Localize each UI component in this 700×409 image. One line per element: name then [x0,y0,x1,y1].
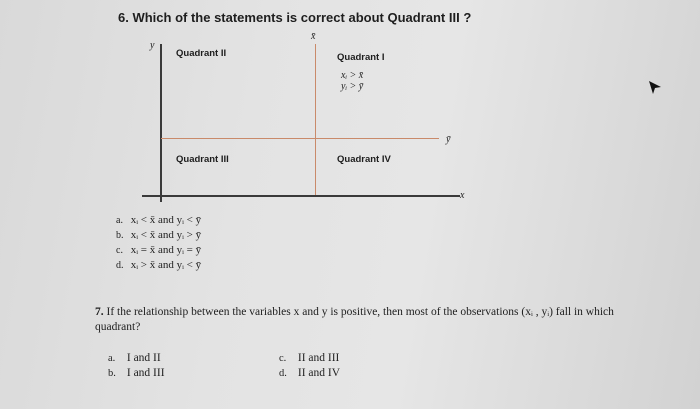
option-letter: b. [116,230,124,241]
option-text: II and IV [297,367,341,379]
option-text: xᵢ < x̄ and yᵢ < ȳ [130,214,202,226]
cursor-icon [648,80,662,96]
option-text: I and II [126,352,161,364]
option-letter: a. [116,215,123,226]
x-axis-label: x [460,190,465,201]
x-mean-label: x̄ [311,31,316,42]
question-6-emphasis: Quadrant III [387,10,460,25]
option-text: II and III [297,352,340,364]
quadrant-ii-label: Quadrant II [176,48,227,59]
option-text: xᵢ > x̄ and yᵢ < ȳ [130,259,202,271]
y-mean-line [161,138,439,139]
question-7-number: 7. [95,306,104,318]
question-6-heading [118,10,471,25]
option-letter: d. [279,368,287,379]
question-6-end: ? [459,10,472,25]
quadrant-i-condition-y: yᵢ > ȳ [341,81,364,92]
option-text: xᵢ < x̄ and yᵢ > ȳ [130,229,202,241]
y-axis-label: y [150,40,155,51]
q7-option-b[interactable] [108,367,165,379]
option-letter: d. [116,260,124,271]
q7-option-d[interactable] [279,367,340,379]
question-6-text: Which of the statements is correct about [132,10,384,25]
x-mean-line [315,44,316,195]
quadrant-iv-label: Quadrant IV [337,154,391,165]
option-letter: a. [108,353,116,364]
question-6-number: 6. [118,10,129,25]
option-a[interactable] [116,214,201,226]
q7-option-c[interactable] [279,352,339,364]
option-letter: c. [116,245,123,256]
option-b[interactable] [116,229,201,241]
question-7 [95,305,655,335]
question-7-text: If the relationship between the variables x and y is positive, then most of the observations (xᵢ , yᵢ) fall in which quadrant? [95,306,614,333]
y-axis-line [160,44,162,202]
option-text: xᵢ = x̄ and yᵢ = ȳ [130,244,202,256]
option-letter: b. [108,368,116,379]
option-d[interactable] [116,259,201,271]
option-letter: c. [279,353,287,364]
x-axis-line [142,195,460,197]
option-text: I and III [126,367,165,379]
quadrant-iii-label: Quadrant III [176,154,229,165]
y-mean-label: ȳ [446,134,451,145]
quadrant-i-condition-x: xᵢ > x̄ [341,70,364,81]
q7-option-a[interactable] [108,352,161,364]
option-c[interactable] [116,244,201,256]
quadrant-i-label: Quadrant I [337,52,385,63]
